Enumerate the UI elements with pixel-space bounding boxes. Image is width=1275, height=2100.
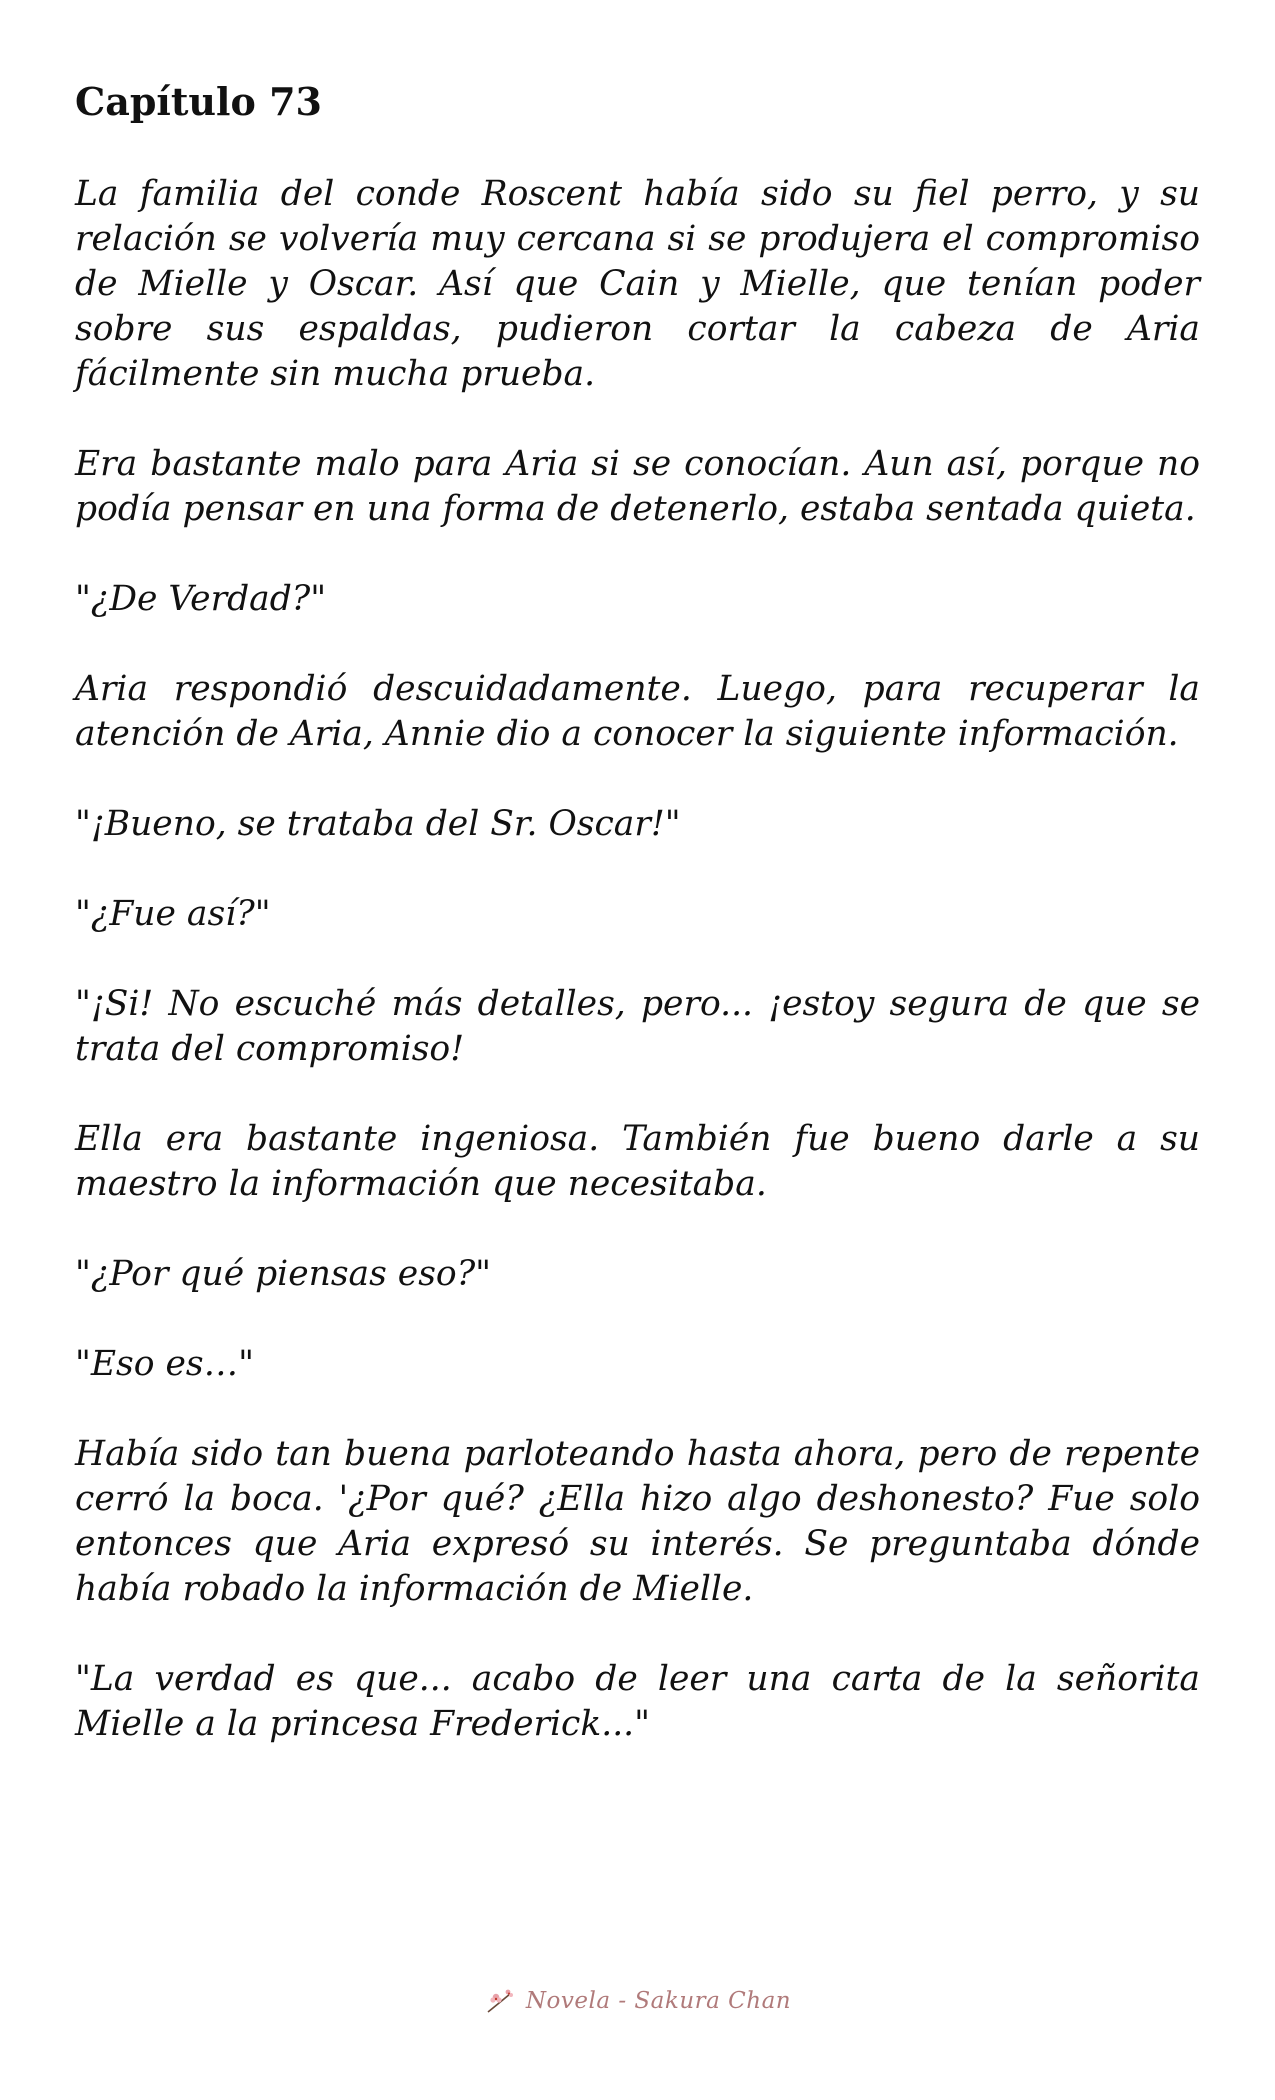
paragraph: Aria respondió descuidadamente. Luego, para recuperar la atención de Aria, Annie dio a conocer la siguiente información. (75, 669, 1200, 754)
dialogue-line: "¿Fue así?" (75, 894, 271, 934)
dialogue-line: "¿Por qué piensas eso?" (75, 1254, 492, 1294)
paragraph: Había sido tan buena parloteando hasta ahora, pero de repente cerró la boca. '¿Por qué? ¿Ella hizo algo deshonesto? Fue solo entonces que Aria expresó su interés. Se preguntaba dónde había robado la información de Mielle. (75, 1434, 1200, 1609)
chapter-title: Capítulo 73 (75, 79, 322, 124)
dialogue-line: "Eso es…" (75, 1344, 254, 1384)
paragraph: Ella era bastante ingeniosa. También fue bueno darle a su maestro la información que necesitaba. (75, 1119, 1200, 1204)
paragraph: La familia del conde Roscent había sido su fiel perro, y su relación se volvería muy cercana si se produjera el compromiso de Mielle y Oscar. Así que Cain y Mielle, que tenían poder sobre sus espaldas, pudieron cortar la cabeza de Aria fácilmente sin mucha prueba. (75, 174, 1200, 394)
footer-watermark (0, 1984, 1275, 2018)
dialogue-line: "¡Bueno, se trataba del Sr. Oscar!" (75, 804, 681, 844)
dialogue-line: "La verdad es que... acabo de leer una carta de la señorita Mielle a la princesa Frederick..." (75, 1659, 1200, 1744)
document-page (75, 72, 1200, 1792)
sakura-flower-icon (484, 1984, 518, 2018)
dialogue-line: "¡Si! No escuché más detalles, pero... ¡estoy segura de que se trata del compromiso! (75, 984, 1200, 1069)
paragraph: Era bastante malo para Aria si se conocían. Aun así, porque no podía pensar en una forma de detenerlo, estaba sentada quieta. (75, 444, 1200, 529)
watermark-text: Novela - Sakura Chan (525, 1988, 792, 2014)
dialogue-line: "¿De Verdad?" (75, 579, 327, 619)
